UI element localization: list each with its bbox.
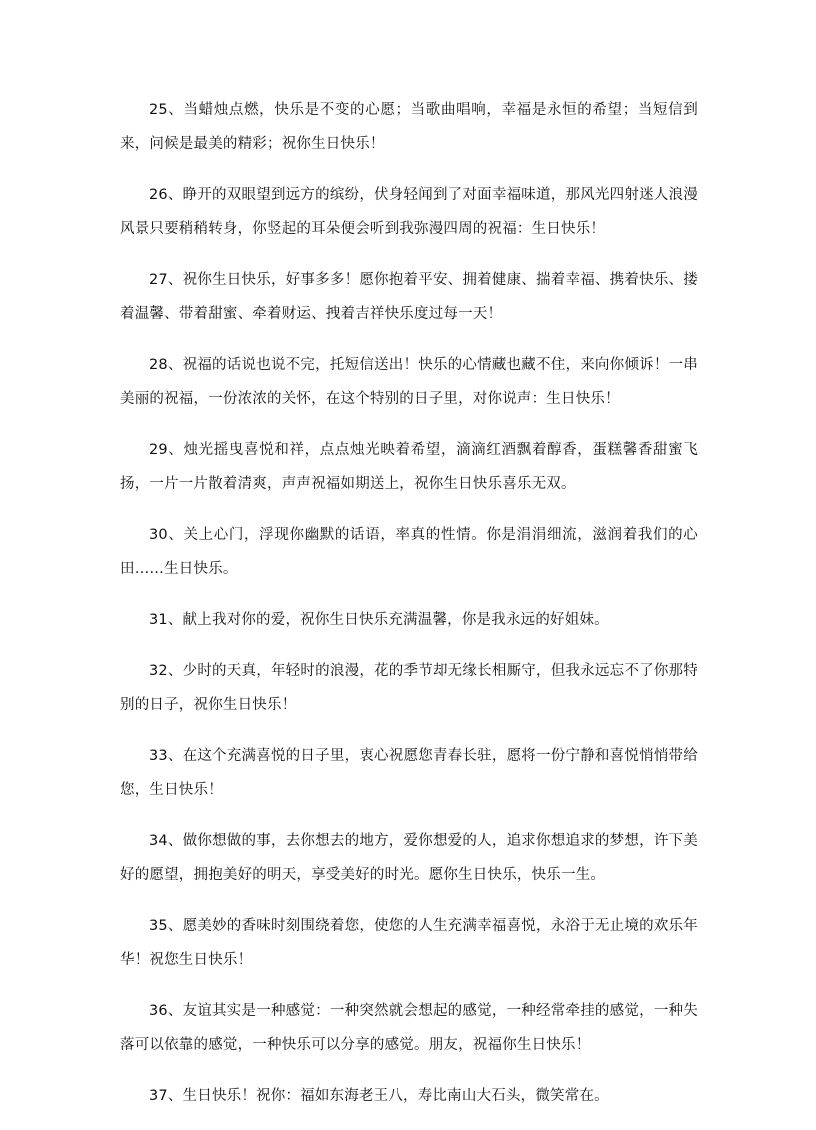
paragraph-32: 32、少时的天真，年轻时的浪漫，花的季节却无缘长相厮守，但我永远忘不了你那特别的日子，祝你生日快乐！	[120, 663, 698, 713]
paragraph-25: 25、当蜡烛点燃，快乐是不变的心愿；当歌曲唱响，幸福是永恒的希望；当短信到来，问候是最美的精彩；祝你生日快乐！	[120, 102, 698, 152]
paragraph-36: 36、友谊其实是一种感觉：一种突然就会想起的感觉，一种经常牵挂的感觉，一种失落可以依靠的感觉，一种快乐可以分享的感觉。朋友，祝福你生日快乐！	[120, 1003, 698, 1053]
paragraph-31: 31、献上我对你的爱，祝你生日快乐充满温馨，你是我永远的好姐妹。	[149, 612, 609, 628]
paragraph-29: 29、烛光摇曳喜悦和祥，点点烛光映着希望，滴滴红酒飘着醇香，蛋糕馨香甜蜜飞扬，一片一片散着清爽，声声祝福如期送上，祝你生日快乐喜乐无双。	[120, 442, 698, 492]
paragraph-28: 28、祝福的话说也说不完，托短信送出！快乐的心情藏也藏不住，来向你倾诉！一串美丽的祝福，一份浓浓的关怀，在这个特别的日子里，对你说声：生日快乐！	[120, 357, 698, 407]
paragraph-26: 26、睁开的双眼望到远方的缤纷，伏身轻闻到了对面幸福味道，那风光四射迷人浪漫风景只要稍稍转身，你竖起的耳朵便会听到我弥漫四周的祝福：生日快乐！	[120, 187, 698, 237]
document-body	[120, 93, 698, 1130]
paragraph-27: 27、祝你生日快乐，好事多多！愿你抱着平安、拥着健康、揣着幸福、携着快乐、搂着温馨、带着甜蜜、牵着财运、拽着吉祥快乐度过每一天！	[120, 272, 698, 322]
paragraph-37: 37、生日快乐！祝你：福如东海老王八，寿比南山大石头，微笑常在。	[149, 1088, 609, 1104]
paragraph-30: 30、关上心门，浮现你幽默的话语，率真的性情。你是涓涓细流，滋润着我们的心田……生日快乐。	[120, 527, 698, 577]
paragraph-35: 35、愿美妙的香味时刻围绕着您，使您的人生充满幸福喜悦，永浴于无止境的欢乐年华！祝您生日快乐！	[120, 918, 698, 968]
paragraph-33: 33、在这个充满喜悦的日子里，衷心祝愿您青春长驻，愿将一份宁静和喜悦悄悄带给您，生日快乐！	[120, 748, 698, 798]
paragraph-34: 34、做你想做的事，去你想去的地方，爱你想爱的人，追求你想追求的梦想，许下美好的愿望，拥抱美好的明天，享受美好的时光。愿你生日快乐，快乐一生。	[120, 833, 698, 883]
